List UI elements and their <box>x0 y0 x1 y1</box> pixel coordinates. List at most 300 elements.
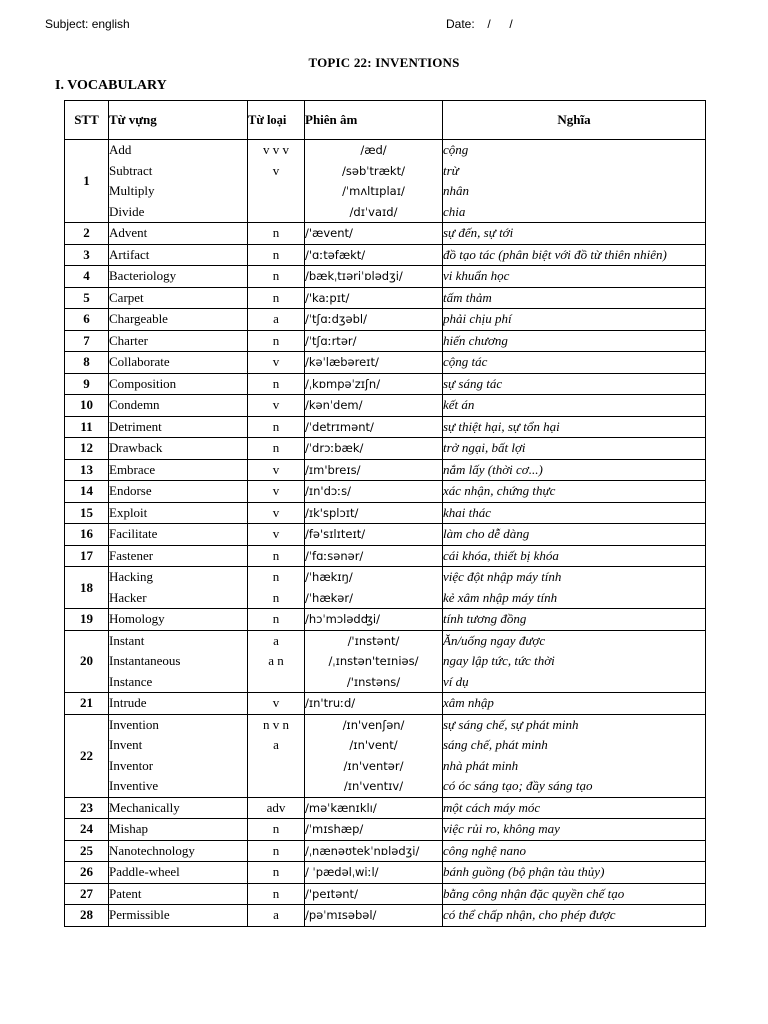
section-heading: I. VOCABULARY <box>55 78 167 93</box>
vocab-word: Invent <box>109 737 143 752</box>
word-cell <box>109 630 248 693</box>
part-of-speech: n <box>272 225 280 240</box>
meaning-cell <box>443 714 706 797</box>
subject-label: Subject: <box>45 17 89 31</box>
meaning: đồ tạo tác (phân biệt với đồ từ thiên nhiên) <box>443 246 667 262</box>
table-row <box>65 693 706 715</box>
table-row <box>65 797 706 819</box>
row-number: 8 <box>65 352 109 374</box>
vocab-word: Invention <box>109 716 159 732</box>
meaning: sự đến, sự tới <box>443 225 514 240</box>
part-of-speech-cell <box>248 330 305 352</box>
meaning: ngay lập tức, tức thời <box>443 653 555 668</box>
table-row <box>65 373 706 395</box>
meaning-cell <box>443 223 706 245</box>
table-row <box>65 438 706 460</box>
part-of-speech-cell <box>248 883 305 905</box>
pronunciation: /ˈhækɪŋ/ <box>305 570 353 584</box>
part-of-speech-cell <box>248 524 305 546</box>
vocab-word: Instance <box>109 673 153 689</box>
vocab-word: Hacker <box>109 589 147 605</box>
part-of-speech-cell <box>248 862 305 884</box>
word-cell <box>109 524 248 546</box>
column-header-pronunciation: Phiên âm <box>305 101 443 140</box>
meaning: vi khuẩn học <box>443 268 510 283</box>
row-number: 18 <box>65 567 109 609</box>
vocabulary-table <box>64 100 706 927</box>
pronunciation: /ˈtʃɑːdʒəbl/ <box>305 312 367 326</box>
pronunciation: /məˈkænɪklı/ <box>305 800 377 815</box>
table-row <box>65 862 706 884</box>
word-cell <box>109 223 248 245</box>
meaning: phải chịu phí <box>443 311 512 326</box>
meaning: sự sáng chế, sự phát minh <box>443 716 579 732</box>
vocab-word: Composition <box>109 375 177 391</box>
pronunciation-cell <box>305 395 443 417</box>
vocab-word: Detriment <box>109 418 162 434</box>
table-row <box>65 609 706 631</box>
table-row <box>65 309 706 331</box>
row-number: 27 <box>65 883 109 905</box>
part-of-speech-cell <box>248 567 305 609</box>
meaning-cell <box>443 693 706 715</box>
word-cell <box>109 287 248 309</box>
table-row <box>65 395 706 417</box>
meaning: ví dụ <box>443 673 469 689</box>
pronunciation: /ɪm'breɪs/ <box>305 462 361 477</box>
part-of-speech-cell <box>248 140 305 223</box>
part-of-speech: n <box>272 268 280 283</box>
vocab-word: Advent <box>109 225 148 240</box>
meaning: công nghệ nano <box>443 842 527 858</box>
vocab-word: Intrude <box>109 695 147 710</box>
pronunciation-cell <box>305 481 443 503</box>
row-number: 3 <box>65 244 109 266</box>
pronunciation: /ɪn'venʃən/ <box>342 717 405 732</box>
meaning-cell <box>443 330 706 352</box>
vocab-word: Condemn <box>109 397 160 412</box>
row-number: 16 <box>65 524 109 546</box>
table-row <box>65 459 706 481</box>
word-cell <box>109 330 248 352</box>
pronunciation: /ˈdetrɪmənt/ <box>305 419 374 434</box>
word-cell <box>109 352 248 374</box>
meaning: hiến chương <box>443 332 508 348</box>
pronunciation-cell <box>305 567 443 609</box>
meaning: cộng <box>443 142 469 157</box>
meaning: sáng chế, phát minh <box>443 737 548 752</box>
meaning-cell <box>443 266 706 288</box>
table-row <box>65 905 706 927</box>
subject-value: english <box>91 17 130 31</box>
meaning: xâm nhập <box>443 695 494 710</box>
pronunciation: /ɪn'truːd/ <box>305 696 356 710</box>
row-number: 10 <box>65 395 109 417</box>
part-of-speech: a <box>273 737 279 752</box>
meaning-cell <box>443 352 706 374</box>
part-of-speech: v <box>272 354 280 369</box>
part-of-speech-cell <box>248 609 305 631</box>
pronunciation-cell <box>305 416 443 438</box>
word-cell <box>109 266 248 288</box>
pronunciation: /'ævent/ <box>305 226 353 240</box>
row-number: 15 <box>65 502 109 524</box>
table-header-row <box>65 101 706 140</box>
table-body <box>65 140 706 927</box>
word-cell <box>109 373 248 395</box>
row-number: 19 <box>65 609 109 631</box>
row-number: 11 <box>65 416 109 438</box>
meaning: việc rủi ro, không may <box>443 821 560 836</box>
vocab-word: Instantaneous <box>109 653 181 668</box>
part-of-speech: a <box>273 907 279 922</box>
pronunciation: /pəˈmɪsəbəl/ <box>305 908 377 922</box>
column-header-word: Từ vựng <box>109 101 248 140</box>
table-row <box>65 140 706 223</box>
part-of-speech: v <box>272 162 280 178</box>
pronunciation: /kəˈlæbəreɪt/ <box>305 355 379 369</box>
part-of-speech: n <box>272 375 280 391</box>
pronunciation: /ˈmʌltɪplaɪ/ <box>342 184 405 198</box>
part-of-speech-cell <box>248 266 305 288</box>
part-of-speech: n <box>272 611 280 626</box>
meaning: tính tương đồng <box>443 611 527 626</box>
pronunciation-cell <box>305 693 443 715</box>
meaning: trở ngại, bất lợi <box>443 440 526 455</box>
pronunciation-cell <box>305 140 443 223</box>
pronunciation: /bækˌtɪəriˈɒlədʒi/ <box>305 269 403 283</box>
part-of-speech: adv <box>266 799 286 815</box>
pronunciation: /səbˈtrækt/ <box>342 163 405 178</box>
meaning: có óc sáng tạo; đầy sáng tạo <box>443 778 593 793</box>
word-cell <box>109 395 248 417</box>
vocab-word: Add <box>109 142 132 157</box>
pronunciation-cell <box>305 309 443 331</box>
meaning: khai thác <box>443 504 492 520</box>
subject-line <box>45 17 130 31</box>
table-row <box>65 330 706 352</box>
row-number: 22 <box>65 714 109 797</box>
pronunciation-cell <box>305 438 443 460</box>
part-of-speech: a <box>273 632 279 648</box>
vocab-word: Multiply <box>109 183 155 198</box>
meaning: sự sáng tác <box>443 375 503 391</box>
meaning-cell <box>443 481 706 503</box>
meaning: có thể chấp nhận, cho phép được <box>443 907 616 922</box>
part-of-speech-cell <box>248 287 305 309</box>
part-of-speech-cell <box>248 459 305 481</box>
meaning: trừ <box>443 162 459 178</box>
vocab-word: Artifact <box>109 246 150 262</box>
pronunciation: /ɪn'ventɪv/ <box>343 779 404 793</box>
part-of-speech-cell <box>248 223 305 245</box>
meaning-cell <box>443 395 706 417</box>
table-row <box>65 481 706 503</box>
table-row <box>65 524 706 546</box>
row-number: 13 <box>65 459 109 481</box>
meaning: Ăn/uống ngay được <box>443 632 546 648</box>
part-of-speech: v <box>272 695 280 710</box>
date-separator: / <box>487 17 491 31</box>
date-line <box>446 17 522 31</box>
pronunciation-cell <box>305 840 443 862</box>
meaning-cell <box>443 630 706 693</box>
row-number: 28 <box>65 905 109 927</box>
pronunciation: /ˌnænəʊtekˈnɒlədʒi/ <box>305 843 420 858</box>
row-number: 24 <box>65 819 109 841</box>
meaning: sự thiệt hại, sự tổn hại <box>443 418 560 434</box>
word-cell <box>109 567 248 609</box>
column-header-meaning: Nghĩa <box>443 101 706 140</box>
part-of-speech-cell <box>248 395 305 417</box>
part-of-speech: n <box>272 289 280 305</box>
word-cell <box>109 502 248 524</box>
vocab-word: Inventor <box>109 757 154 773</box>
table-row <box>65 567 706 609</box>
pronunciation-cell <box>305 502 443 524</box>
pronunciation-cell <box>305 545 443 567</box>
row-number: 12 <box>65 438 109 460</box>
part-of-speech: n <box>272 821 280 836</box>
meaning-cell <box>443 416 706 438</box>
pronunciation: /ɪn'vent/ <box>349 738 398 752</box>
pronunciation: /'ɑːtəfækt/ <box>305 247 366 262</box>
pronunciation: /kənˈdem/ <box>305 398 363 412</box>
meaning-cell <box>443 459 706 481</box>
part-of-speech-cell <box>248 309 305 331</box>
table-row <box>65 545 706 567</box>
row-number: 7 <box>65 330 109 352</box>
pronunciation-cell <box>305 373 443 395</box>
pronunciation: /ɪk'splɔɪt/ <box>305 505 359 520</box>
part-of-speech-cell <box>248 840 305 862</box>
pronunciation: /hɔˈmɔlədʤi/ <box>305 612 380 626</box>
meaning-cell <box>443 819 706 841</box>
part-of-speech-cell <box>248 416 305 438</box>
row-number: 9 <box>65 373 109 395</box>
row-number: 21 <box>65 693 109 715</box>
word-cell <box>109 862 248 884</box>
vocab-word: Fastener <box>109 547 154 563</box>
pronunciation-cell <box>305 630 443 693</box>
pronunciation-cell <box>305 609 443 631</box>
pronunciation-cell <box>305 905 443 927</box>
pronunciation-cell <box>305 352 443 374</box>
meaning: việc đột nhập máy tính <box>443 569 562 584</box>
vocab-word: Divide <box>109 203 145 219</box>
vocab-word: Mishap <box>109 821 148 836</box>
part-of-speech-cell <box>248 352 305 374</box>
table-row <box>65 883 706 905</box>
pronunciation: /ɪn'ventər/ <box>343 758 404 773</box>
pronunciation: /dɪˈvaɪd/ <box>349 204 398 219</box>
part-of-speech-cell <box>248 714 305 797</box>
meaning-cell <box>443 609 706 631</box>
pronunciation: /ˈfɑːsənər/ <box>305 548 364 563</box>
vocab-word: Subtract <box>109 162 153 178</box>
page-title: TOPIC 22: INVENTIONS <box>308 55 460 70</box>
row-number: 26 <box>65 862 109 884</box>
pronunciation: /ˈmɪshæp/ <box>305 822 364 836</box>
row-number: 25 <box>65 840 109 862</box>
table-row <box>65 287 706 309</box>
row-number: 20 <box>65 630 109 693</box>
pronunciation-cell <box>305 459 443 481</box>
part-of-speech-cell <box>248 693 305 715</box>
table-row <box>65 840 706 862</box>
part-of-speech: v <box>272 526 280 541</box>
pronunciation: /fə'sɪlɪteɪt/ <box>305 527 366 541</box>
pronunciation: / ˈpædəlˌwiːl/ <box>305 865 379 879</box>
pronunciation-cell <box>305 883 443 905</box>
word-cell <box>109 438 248 460</box>
pronunciation-cell <box>305 223 443 245</box>
pronunciation-cell <box>305 819 443 841</box>
vocab-word: Exploit <box>109 504 148 520</box>
table-row <box>65 714 706 797</box>
meaning: xác nhận, chứng thực <box>443 483 556 498</box>
pronunciation-cell <box>305 287 443 309</box>
vocab-word: Drawback <box>109 440 163 455</box>
pronunciation: /ˈdrɔːbæk/ <box>305 441 364 455</box>
meaning: làm cho dễ dàng <box>443 526 530 541</box>
meaning: nhân <box>443 183 469 198</box>
part-of-speech: v <box>272 397 280 412</box>
pronunciation-cell <box>305 330 443 352</box>
vocab-word: Carpet <box>109 289 144 305</box>
meaning-cell <box>443 567 706 609</box>
table-row <box>65 416 706 438</box>
pronunciation-cell <box>305 524 443 546</box>
pronunciation-cell <box>305 266 443 288</box>
meaning-cell <box>443 438 706 460</box>
meaning: cộng tác <box>443 354 488 369</box>
vocab-word: Facilitate <box>109 526 158 541</box>
word-cell <box>109 309 248 331</box>
meaning-cell <box>443 883 706 905</box>
part-of-speech-cell <box>248 244 305 266</box>
row-number: 5 <box>65 287 109 309</box>
meaning-cell <box>443 797 706 819</box>
part-of-speech-cell <box>248 502 305 524</box>
meaning: nhà phát minh <box>443 757 519 773</box>
table-row <box>65 502 706 524</box>
meaning: kẻ xâm nhập máy tính <box>443 589 558 605</box>
meaning: kết án <box>443 397 475 412</box>
pronunciation: /'peɪtənt/ <box>305 886 358 901</box>
part-of-speech-cell <box>248 630 305 693</box>
meaning: cái khóa, thiết bị khóa <box>443 547 559 563</box>
pronunciation: /'ɪnstənt/ <box>347 633 400 648</box>
word-cell <box>109 714 248 797</box>
part-of-speech: v v v <box>263 142 289 157</box>
pronunciation-cell <box>305 797 443 819</box>
part-of-speech-cell <box>248 819 305 841</box>
part-of-speech: a <box>273 311 279 326</box>
vocab-word: Embrace <box>109 461 156 477</box>
word-cell <box>109 459 248 481</box>
word-cell <box>109 883 248 905</box>
vocab-word: Paddle-wheel <box>109 864 180 879</box>
table-row <box>65 244 706 266</box>
vocab-word: Patent <box>109 885 142 901</box>
meaning-cell <box>443 373 706 395</box>
pronunciation: /ˌkɒmpəˈzɪʃn/ <box>305 376 381 391</box>
pronunciation: /ˌɪnstən'teɪniəs/ <box>328 654 419 668</box>
meaning-cell <box>443 287 706 309</box>
meaning: tấm thảm <box>443 289 492 305</box>
vocab-word: Mechanically <box>109 799 180 815</box>
meaning-cell <box>443 502 706 524</box>
part-of-speech-cell <box>248 481 305 503</box>
vocab-word: Chargeable <box>109 311 168 326</box>
part-of-speech-cell <box>248 373 305 395</box>
row-number: 1 <box>65 140 109 223</box>
word-cell <box>109 244 248 266</box>
pronunciation: /ˈhækər/ <box>305 590 353 605</box>
part-of-speech-cell <box>248 438 305 460</box>
part-of-speech: n <box>272 885 280 901</box>
part-of-speech: n <box>272 547 280 563</box>
row-number: 4 <box>65 266 109 288</box>
pronunciation-cell <box>305 244 443 266</box>
word-cell <box>109 545 248 567</box>
row-number: 17 <box>65 545 109 567</box>
vocab-word: Inventive <box>109 778 159 793</box>
part-of-speech: n <box>272 440 280 455</box>
meaning-cell <box>443 524 706 546</box>
meaning-cell <box>443 862 706 884</box>
vocab-word: Permissible <box>109 907 170 922</box>
pronunciation: /æd/ <box>360 143 387 157</box>
row-number: 14 <box>65 481 109 503</box>
word-cell <box>109 797 248 819</box>
word-cell <box>109 840 248 862</box>
table-row <box>65 352 706 374</box>
part-of-speech: a n <box>268 653 284 668</box>
word-cell <box>109 416 248 438</box>
pronunciation: /ɪn'dɔːs/ <box>305 484 351 498</box>
meaning-cell <box>443 840 706 862</box>
part-of-speech: v <box>272 461 280 477</box>
word-cell <box>109 481 248 503</box>
vocab-word: Collaborate <box>109 354 170 369</box>
part-of-speech: n <box>272 864 280 879</box>
meaning-cell <box>443 309 706 331</box>
part-of-speech-cell <box>248 797 305 819</box>
part-of-speech: n <box>272 332 280 348</box>
vocab-word: Endorse <box>109 483 152 498</box>
vocab-word: Instant <box>109 632 145 648</box>
column-header-stt: STT <box>65 101 109 140</box>
vocab-word: Homology <box>109 611 165 626</box>
part-of-speech: n v n <box>263 716 289 732</box>
part-of-speech: n <box>272 842 280 858</box>
meaning-cell <box>443 244 706 266</box>
date-label: Date: <box>446 17 475 31</box>
pronunciation: /'kaːpɪt/ <box>305 290 350 305</box>
part-of-speech: v <box>272 504 280 520</box>
word-cell <box>109 693 248 715</box>
pronunciation-cell <box>305 862 443 884</box>
pronunciation-cell <box>305 714 443 797</box>
column-header-part-of-speech: Từ loại <box>248 101 305 140</box>
row-number: 23 <box>65 797 109 819</box>
part-of-speech-cell <box>248 545 305 567</box>
vocab-word: Hacking <box>109 569 154 584</box>
table-row <box>65 223 706 245</box>
date-separator: / <box>509 17 513 31</box>
